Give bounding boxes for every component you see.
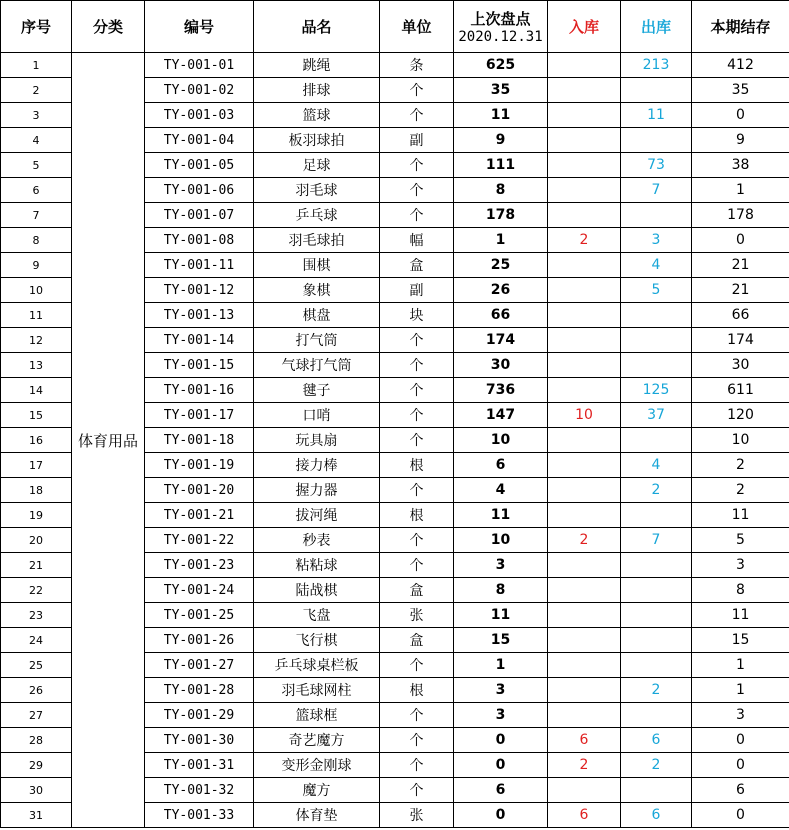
row-name: 毽子 <box>254 378 380 403</box>
row-name: 奇艺魔方 <box>254 728 380 753</box>
row-seq: 30 <box>1 778 72 803</box>
row-seq: 24 <box>1 628 72 653</box>
row-name: 棋盘 <box>254 303 380 328</box>
row-last-count: 11 <box>454 503 548 528</box>
row-code: TY-001-33 <box>145 803 254 828</box>
row-seq: 9 <box>1 253 72 278</box>
row-balance: 412 <box>692 53 789 78</box>
row-in <box>548 578 621 603</box>
row-out: 3 <box>621 228 692 253</box>
row-out: 37 <box>621 403 692 428</box>
header-last-count <box>454 1 548 53</box>
row-in <box>548 328 621 353</box>
header-last-count-date: 2020.12.31 <box>458 29 543 45</box>
row-unit: 盒 <box>380 628 454 653</box>
row-last-count: 1 <box>454 653 548 678</box>
row-name: 羽毛球网柱 <box>254 678 380 703</box>
row-last-count: 3 <box>454 553 548 578</box>
row-in <box>548 103 621 128</box>
row-name: 围棋 <box>254 253 380 278</box>
row-name: 排球 <box>254 78 380 103</box>
row-in <box>548 353 621 378</box>
header-in: 入库 <box>548 1 621 53</box>
row-last-count: 8 <box>454 178 548 203</box>
row-code: TY-001-20 <box>145 478 254 503</box>
row-last-count: 35 <box>454 78 548 103</box>
row-unit: 个 <box>380 328 454 353</box>
row-last-count: 147 <box>454 403 548 428</box>
row-balance: 9 <box>692 128 789 153</box>
row-unit: 个 <box>380 353 454 378</box>
row-in <box>548 453 621 478</box>
row-unit: 个 <box>380 428 454 453</box>
row-in <box>548 128 621 153</box>
row-name: 跳绳 <box>254 53 380 78</box>
row-last-count: 25 <box>454 253 548 278</box>
row-unit: 盒 <box>380 578 454 603</box>
row-last-count: 736 <box>454 378 548 403</box>
row-balance: 1 <box>692 178 789 203</box>
row-last-count: 9 <box>454 128 548 153</box>
row-in <box>548 203 621 228</box>
row-in: 6 <box>548 803 621 828</box>
header-balance: 本期结存 <box>692 1 789 53</box>
row-balance: 11 <box>692 503 789 528</box>
row-seq: 14 <box>1 378 72 403</box>
row-out <box>621 553 692 578</box>
row-out <box>621 428 692 453</box>
row-balance: 0 <box>692 103 789 128</box>
row-out <box>621 653 692 678</box>
row-name: 足球 <box>254 153 380 178</box>
row-out <box>621 778 692 803</box>
row-balance: 0 <box>692 803 789 828</box>
row-unit: 根 <box>380 678 454 703</box>
row-last-count: 26 <box>454 278 548 303</box>
row-unit: 个 <box>380 728 454 753</box>
row-in <box>548 628 621 653</box>
row-name: 飞行棋 <box>254 628 380 653</box>
row-code: TY-001-29 <box>145 703 254 728</box>
row-name: 羽毛球 <box>254 178 380 203</box>
row-out <box>621 703 692 728</box>
row-seq: 10 <box>1 278 72 303</box>
row-code: TY-001-15 <box>145 353 254 378</box>
row-name: 板羽球拍 <box>254 128 380 153</box>
row-code: TY-001-01 <box>145 53 254 78</box>
row-balance: 6 <box>692 778 789 803</box>
row-out <box>621 628 692 653</box>
row-out: 11 <box>621 103 692 128</box>
row-balance: 1 <box>692 678 789 703</box>
row-balance: 0 <box>692 728 789 753</box>
row-seq: 19 <box>1 503 72 528</box>
row-seq: 22 <box>1 578 72 603</box>
row-out <box>621 578 692 603</box>
row-code: TY-001-19 <box>145 453 254 478</box>
row-out <box>621 203 692 228</box>
row-unit: 个 <box>380 78 454 103</box>
row-seq: 11 <box>1 303 72 328</box>
row-unit: 个 <box>380 153 454 178</box>
row-balance: 5 <box>692 528 789 553</box>
row-seq: 13 <box>1 353 72 378</box>
row-last-count: 178 <box>454 203 548 228</box>
header-code: 编号 <box>145 1 254 53</box>
row-in <box>548 153 621 178</box>
row-seq: 15 <box>1 403 72 428</box>
row-last-count: 10 <box>454 428 548 453</box>
row-seq: 31 <box>1 803 72 828</box>
row-in: 2 <box>548 753 621 778</box>
header-out: 出库 <box>621 1 692 53</box>
row-out <box>621 328 692 353</box>
row-code: TY-001-02 <box>145 78 254 103</box>
row-code: TY-001-08 <box>145 228 254 253</box>
row-seq: 18 <box>1 478 72 503</box>
row-balance: 66 <box>692 303 789 328</box>
row-unit: 个 <box>380 653 454 678</box>
row-in <box>548 653 621 678</box>
row-in <box>548 603 621 628</box>
row-name: 乒乓球桌栏板 <box>254 653 380 678</box>
row-last-count: 10 <box>454 528 548 553</box>
row-name: 象棋 <box>254 278 380 303</box>
row-out: 2 <box>621 478 692 503</box>
row-balance: 15 <box>692 628 789 653</box>
header-unit: 单位 <box>380 1 454 53</box>
row-name: 飞盘 <box>254 603 380 628</box>
row-in <box>548 303 621 328</box>
row-balance: 38 <box>692 153 789 178</box>
row-name: 魔方 <box>254 778 380 803</box>
row-out <box>621 503 692 528</box>
row-last-count: 174 <box>454 328 548 353</box>
row-seq: 5 <box>1 153 72 178</box>
row-seq: 29 <box>1 753 72 778</box>
row-unit: 个 <box>380 103 454 128</box>
row-code: TY-001-27 <box>145 653 254 678</box>
row-name: 秒表 <box>254 528 380 553</box>
row-seq: 26 <box>1 678 72 703</box>
row-unit: 个 <box>380 403 454 428</box>
row-unit: 条 <box>380 53 454 78</box>
row-in: 6 <box>548 728 621 753</box>
row-in <box>548 378 621 403</box>
row-seq: 12 <box>1 328 72 353</box>
row-last-count: 30 <box>454 353 548 378</box>
row-seq: 23 <box>1 603 72 628</box>
header-last-count-label: 上次盘点 <box>470 10 531 28</box>
row-in <box>548 678 621 703</box>
row-out: 6 <box>621 728 692 753</box>
row-name: 变形金刚球 <box>254 753 380 778</box>
row-unit: 副 <box>380 278 454 303</box>
row-in <box>548 178 621 203</box>
row-last-count: 4 <box>454 478 548 503</box>
row-unit: 张 <box>380 603 454 628</box>
row-balance: 2 <box>692 453 789 478</box>
row-seq: 4 <box>1 128 72 153</box>
row-in <box>548 778 621 803</box>
row-unit: 块 <box>380 303 454 328</box>
row-balance: 21 <box>692 278 789 303</box>
row-unit: 个 <box>380 553 454 578</box>
row-last-count: 15 <box>454 628 548 653</box>
row-balance: 30 <box>692 353 789 378</box>
row-in <box>548 503 621 528</box>
row-balance: 174 <box>692 328 789 353</box>
row-last-count: 1 <box>454 228 548 253</box>
row-last-count: 625 <box>454 53 548 78</box>
row-out: 4 <box>621 453 692 478</box>
row-in <box>548 78 621 103</box>
row-last-count: 66 <box>454 303 548 328</box>
row-unit: 张 <box>380 803 454 828</box>
row-balance: 1 <box>692 653 789 678</box>
category-cell: 体育用品 <box>72 53 145 828</box>
header-row <box>1 1 789 53</box>
row-code: TY-001-25 <box>145 603 254 628</box>
row-seq: 7 <box>1 203 72 228</box>
row-code: TY-001-05 <box>145 153 254 178</box>
row-seq: 2 <box>1 78 72 103</box>
row-code: TY-001-14 <box>145 328 254 353</box>
row-code: TY-001-17 <box>145 403 254 428</box>
row-unit: 幅 <box>380 228 454 253</box>
row-balance: 35 <box>692 78 789 103</box>
row-out: 7 <box>621 178 692 203</box>
row-name: 口哨 <box>254 403 380 428</box>
row-balance: 11 <box>692 603 789 628</box>
row-code: TY-001-26 <box>145 628 254 653</box>
row-balance: 3 <box>692 703 789 728</box>
row-out: 2 <box>621 678 692 703</box>
row-name: 粘粘球 <box>254 553 380 578</box>
row-last-count: 3 <box>454 703 548 728</box>
row-seq: 1 <box>1 53 72 78</box>
row-in <box>548 553 621 578</box>
row-in: 2 <box>548 528 621 553</box>
row-code: TY-001-18 <box>145 428 254 453</box>
row-code: TY-001-22 <box>145 528 254 553</box>
row-name: 篮球 <box>254 103 380 128</box>
row-last-count: 0 <box>454 753 548 778</box>
row-out <box>621 78 692 103</box>
row-last-count: 11 <box>454 603 548 628</box>
row-out <box>621 353 692 378</box>
row-code: TY-001-07 <box>145 203 254 228</box>
row-code: TY-001-16 <box>145 378 254 403</box>
row-seq: 16 <box>1 428 72 453</box>
row-out <box>621 128 692 153</box>
row-code: TY-001-12 <box>145 278 254 303</box>
row-out: 4 <box>621 253 692 278</box>
row-balance: 8 <box>692 578 789 603</box>
table-row <box>1 53 789 78</box>
row-name: 打气筒 <box>254 328 380 353</box>
row-code: TY-001-04 <box>145 128 254 153</box>
row-last-count: 0 <box>454 728 548 753</box>
row-unit: 根 <box>380 503 454 528</box>
row-seq: 21 <box>1 553 72 578</box>
row-unit: 个 <box>380 478 454 503</box>
row-unit: 个 <box>380 778 454 803</box>
row-code: TY-001-28 <box>145 678 254 703</box>
row-unit: 根 <box>380 453 454 478</box>
row-out: 213 <box>621 53 692 78</box>
row-unit: 个 <box>380 528 454 553</box>
row-code: TY-001-24 <box>145 578 254 603</box>
row-name: 乒乓球 <box>254 203 380 228</box>
row-in: 2 <box>548 228 621 253</box>
row-seq: 28 <box>1 728 72 753</box>
row-name: 接力棒 <box>254 453 380 478</box>
row-unit: 个 <box>380 203 454 228</box>
row-name: 气球打气筒 <box>254 353 380 378</box>
row-out <box>621 603 692 628</box>
row-name: 体育垫 <box>254 803 380 828</box>
row-code: TY-001-30 <box>145 728 254 753</box>
row-code: TY-001-32 <box>145 778 254 803</box>
row-code: TY-001-23 <box>145 553 254 578</box>
row-name: 篮球框 <box>254 703 380 728</box>
header-name: 品名 <box>254 1 380 53</box>
row-balance: 0 <box>692 753 789 778</box>
row-unit: 副 <box>380 128 454 153</box>
row-unit: 个 <box>380 378 454 403</box>
row-last-count: 111 <box>454 153 548 178</box>
row-out: 7 <box>621 528 692 553</box>
row-last-count: 3 <box>454 678 548 703</box>
row-balance: 120 <box>692 403 789 428</box>
row-seq: 25 <box>1 653 72 678</box>
row-name: 玩具扇 <box>254 428 380 453</box>
row-name: 拔河绳 <box>254 503 380 528</box>
row-seq: 27 <box>1 703 72 728</box>
row-code: TY-001-31 <box>145 753 254 778</box>
row-seq: 6 <box>1 178 72 203</box>
row-out: 73 <box>621 153 692 178</box>
row-last-count: 11 <box>454 103 548 128</box>
row-balance: 0 <box>692 228 789 253</box>
row-code: TY-001-03 <box>145 103 254 128</box>
row-balance: 178 <box>692 203 789 228</box>
row-in <box>548 428 621 453</box>
row-balance: 21 <box>692 253 789 278</box>
row-seq: 20 <box>1 528 72 553</box>
row-last-count: 6 <box>454 778 548 803</box>
row-balance: 3 <box>692 553 789 578</box>
row-last-count: 0 <box>454 803 548 828</box>
row-in <box>548 253 621 278</box>
row-name: 陆战棋 <box>254 578 380 603</box>
row-in <box>548 53 621 78</box>
row-unit: 个 <box>380 753 454 778</box>
row-last-count: 6 <box>454 453 548 478</box>
row-in <box>548 478 621 503</box>
row-unit: 个 <box>380 703 454 728</box>
row-out: 6 <box>621 803 692 828</box>
row-code: TY-001-21 <box>145 503 254 528</box>
header-category: 分类 <box>72 1 145 53</box>
row-balance: 2 <box>692 478 789 503</box>
row-seq: 3 <box>1 103 72 128</box>
row-code: TY-001-06 <box>145 178 254 203</box>
row-balance: 10 <box>692 428 789 453</box>
row-balance: 611 <box>692 378 789 403</box>
header-seq: 序号 <box>1 1 72 53</box>
row-in <box>548 703 621 728</box>
row-last-count: 8 <box>454 578 548 603</box>
row-out: 5 <box>621 278 692 303</box>
row-name: 握力器 <box>254 478 380 503</box>
row-name: 羽毛球拍 <box>254 228 380 253</box>
row-seq: 8 <box>1 228 72 253</box>
row-out: 2 <box>621 753 692 778</box>
row-seq: 17 <box>1 453 72 478</box>
row-in: 10 <box>548 403 621 428</box>
row-in <box>548 278 621 303</box>
row-code: TY-001-11 <box>145 253 254 278</box>
row-code: TY-001-13 <box>145 303 254 328</box>
row-unit: 盒 <box>380 253 454 278</box>
row-unit: 个 <box>380 178 454 203</box>
row-out <box>621 303 692 328</box>
row-out: 125 <box>621 378 692 403</box>
